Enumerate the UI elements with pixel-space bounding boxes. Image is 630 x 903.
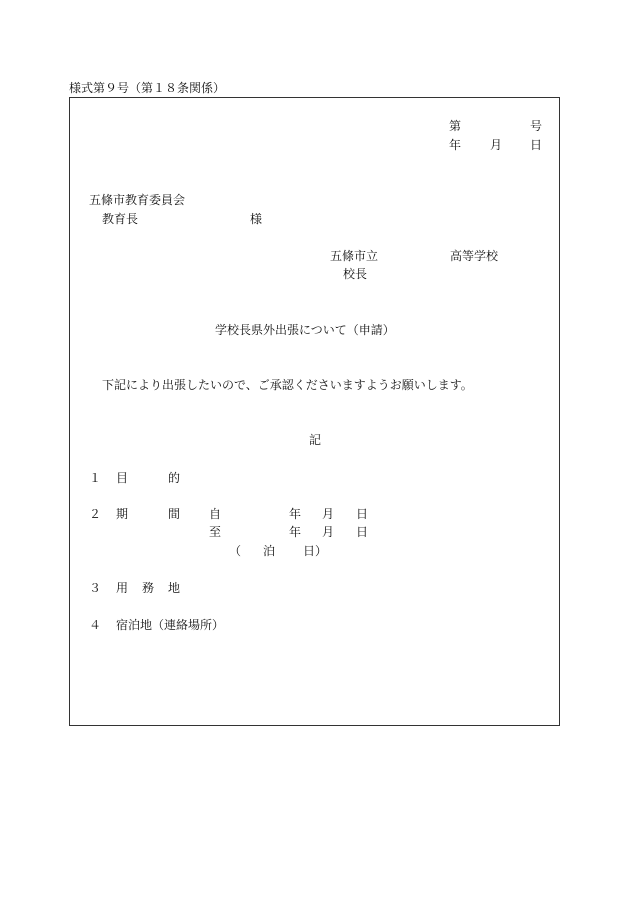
period-from: 自: [209, 507, 222, 521]
item-1-label-b: 的: [168, 471, 181, 485]
form-header: 様式第９号（第１８条関係）: [69, 81, 226, 95]
date-day: 日: [530, 138, 543, 152]
item-3-number: ３: [89, 581, 102, 595]
doc-number-dai: 第: [449, 119, 462, 133]
item-2-label-b: 間: [168, 507, 181, 521]
item-1-label-a: 目: [116, 471, 129, 485]
sender-school: 高等学校: [450, 249, 499, 263]
period-from-year: 年: [289, 507, 302, 521]
subject-title: 学校長県外出張について（申請）: [215, 323, 395, 337]
item-4-label: 宿泊地（連絡場所）: [116, 618, 225, 632]
period-from-month: 月: [322, 507, 335, 521]
stay-day: 日）: [303, 544, 328, 558]
date-year: 年: [449, 138, 462, 152]
addressee-org: 五條市教育委員会: [89, 193, 186, 207]
item-3-label-a: 用: [116, 581, 129, 595]
stay-haku: 泊: [263, 544, 276, 558]
addressee-title: 教育長: [102, 212, 139, 226]
date-month: 月: [490, 138, 503, 152]
body-text: 下記により出張したいので、ご承認くださいますようお願いします。: [102, 378, 473, 392]
sender-principal: 校長: [343, 267, 368, 281]
item-1-number: １: [89, 471, 102, 485]
sender-city: 五條市立: [330, 249, 379, 263]
period-to-day: 日: [356, 525, 369, 539]
period-to-year: 年: [289, 525, 302, 539]
item-2-number: ２: [89, 507, 102, 521]
item-3-label-b: 務: [142, 581, 155, 595]
addressee-sama: 様: [250, 212, 263, 226]
ki-label: 記: [309, 433, 322, 447]
period-to: 至: [209, 525, 222, 539]
item-4-number: ４: [89, 618, 102, 632]
stay-open-paren: （: [229, 544, 242, 558]
period-to-month: 月: [322, 525, 335, 539]
item-3-label-c: 地: [168, 581, 181, 595]
doc-number-go: 号: [530, 119, 543, 133]
period-from-day: 日: [356, 507, 369, 521]
item-2-label-a: 期: [116, 507, 129, 521]
